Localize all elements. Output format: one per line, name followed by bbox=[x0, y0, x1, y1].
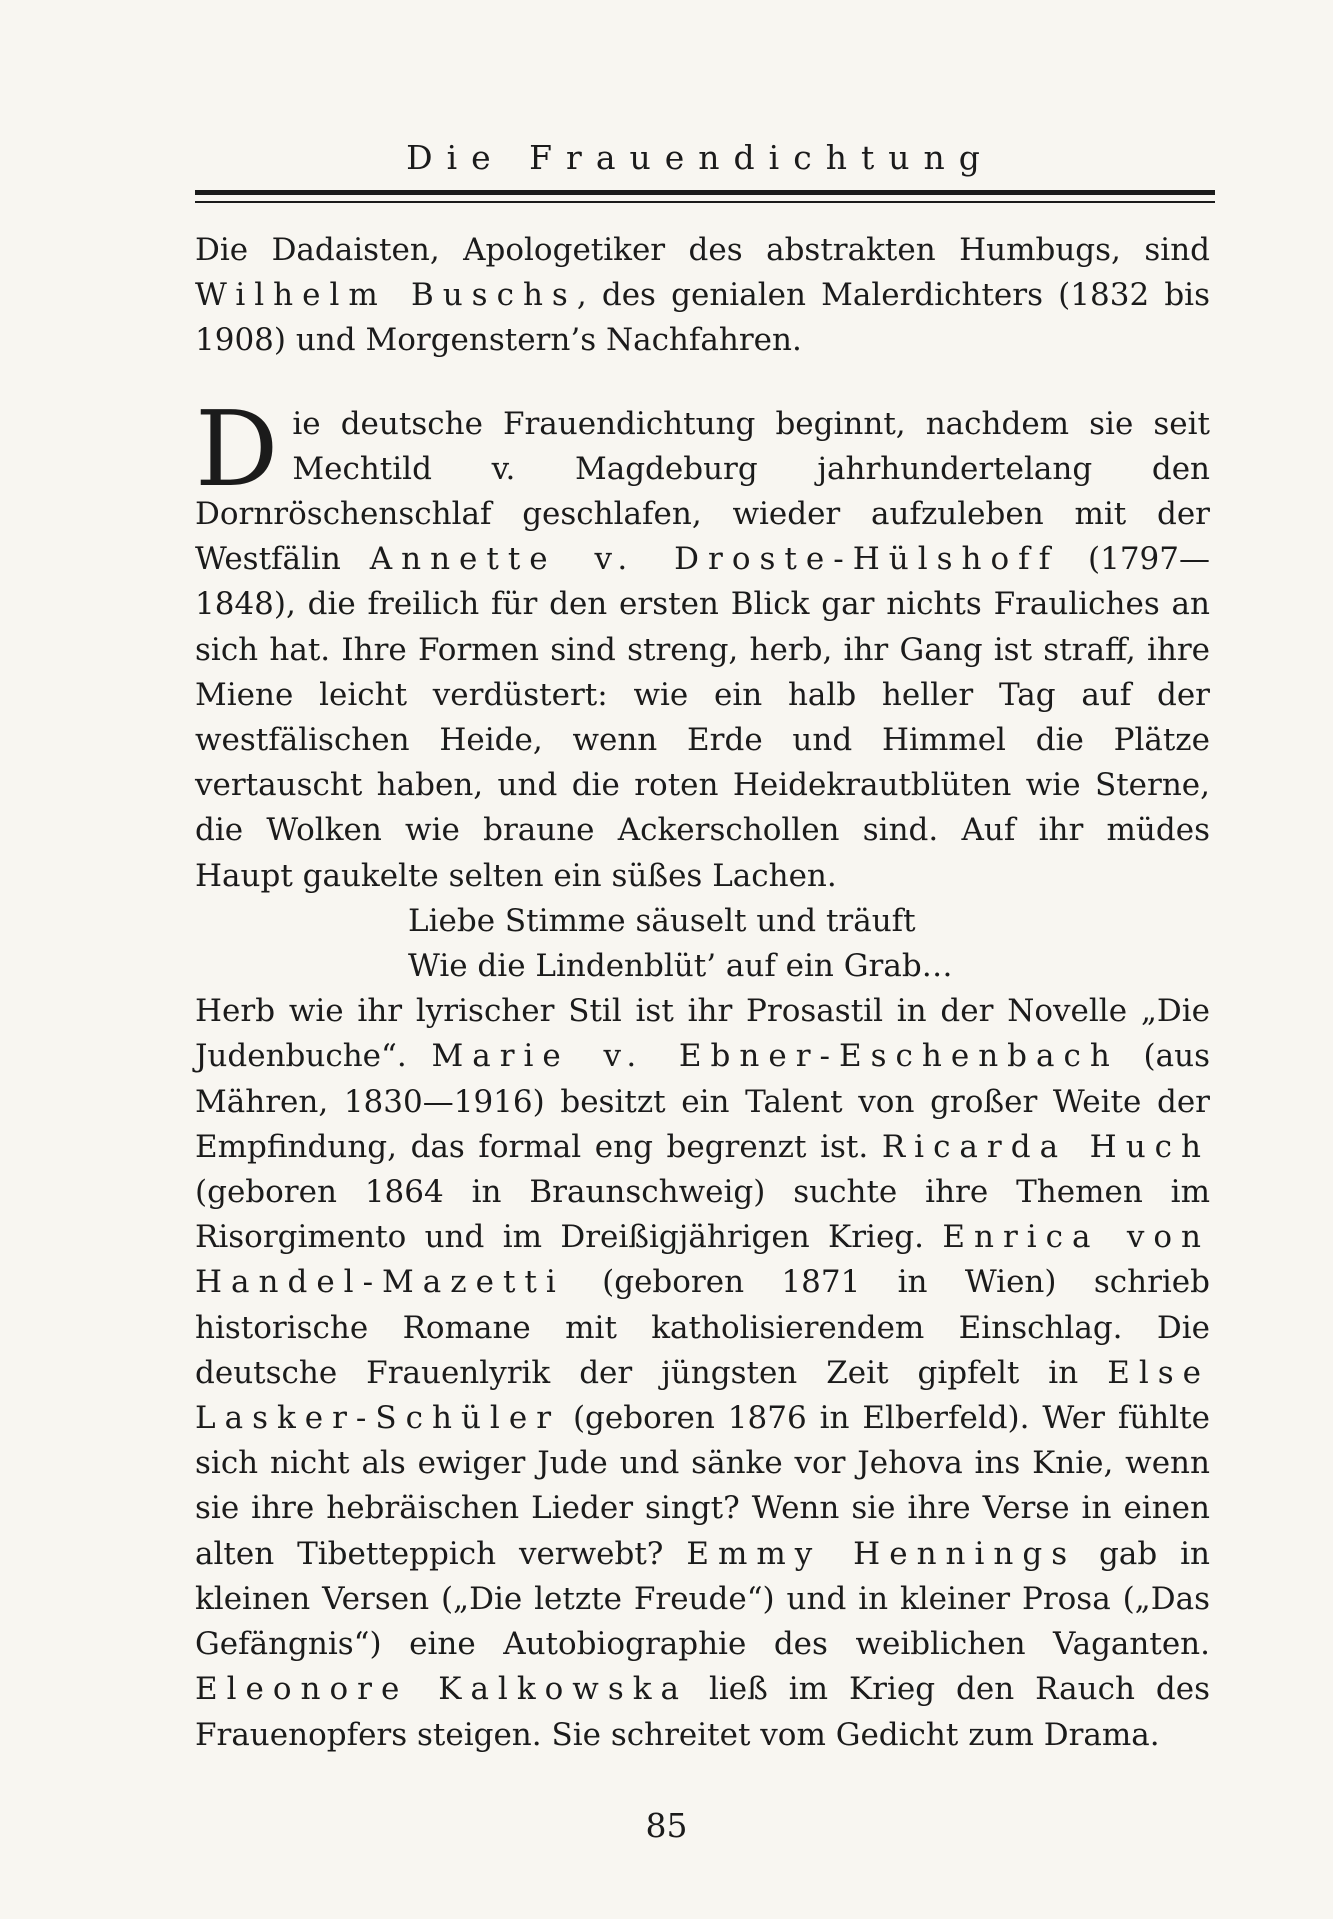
drop-cap: D bbox=[195, 387, 279, 510]
header-rule-thick bbox=[195, 190, 1215, 195]
main-text-2: (1797—1848), die freilich für den ersten Blick gar nichts Frauliches an sich hat. Ihre Formen sind streng, herb, ihr Gang ist straff, ihre Miene leicht verdüstert: wie ein halb heller Tag auf der westfälischen Heide, wenn Erde und Himmel die Plätze vertauscht haben, und die roten Heidekrautblüten wie Sterne, die Wolken wie braune Ackerschollen sind. Auf ihr müdes Haupt gaukelte selten ein süßes Lachen. bbox=[195, 541, 1210, 894]
cont-text-1: Herb wie ihr lyrischer Stil ist ihr Prosastil in der Novelle „Die Judenbuche“. bbox=[195, 993, 1210, 1075]
name-emmy-hennings: Emmy Hennings bbox=[686, 1535, 1077, 1572]
name-kalkowska: Eleonore Kalkowska bbox=[195, 1671, 688, 1708]
cont-text-5: (geboren 1876 in Elberfeld). Wer fühlte sich nicht als ewiger Jude und sänke vor Jehova ins Knie, wenn sie ihre hebräischen Lieder singt? Wenn sie ihre Verse in einen alten Tibetteppich verwebt? bbox=[195, 1400, 1210, 1572]
main-text-1: ie deutsche Frauendichtung beginnt, nachdem sie seit Mechtild v. Magdeburg jahrhundertelang den Dornröschenschlaf geschlafen, wieder aufzuleben mit der Westfälin bbox=[195, 405, 1210, 578]
intro-text-2: , des genialen Malerdichters (1832 bis 1908) und Morgenstern’s Nachfahren. bbox=[195, 277, 1211, 359]
verse-line-2: Wie die Lindenblüt’ auf ein Grab… bbox=[408, 948, 953, 985]
name-wilhelm-busch: Wilhelm Buschs bbox=[195, 277, 577, 314]
cont-text-3: (geboren 1864 in Braunschweig) suchte ihre Themen im Risorgimento und im Dreißigjährigen Krieg. bbox=[195, 1174, 1210, 1256]
header-rule-thin bbox=[195, 201, 1215, 203]
name-ricarda-huch: Ricarda Huch bbox=[881, 1128, 1210, 1165]
verse-line-1: Liebe Stimme säuselt und träuft bbox=[408, 902, 916, 939]
cont-text-4: (geboren 1871 in Wien) schrieb historische Romane mit katholisierendem Einschlag. Die deutsche Frauenlyrik der jüngsten Zeit gipfelt in bbox=[195, 1264, 1210, 1391]
body-text bbox=[195, 228, 1210, 1758]
page-number: 85 bbox=[645, 1806, 688, 1845]
name-ebner-eschenbach: Marie v. Ebner-Eschenbach bbox=[431, 1038, 1119, 1075]
running-head: Die Frauendichtung bbox=[406, 138, 994, 177]
name-lasker-schueler: Else Lasker-Schüler bbox=[195, 1354, 1210, 1437]
cont-text-2: (aus Mähren, 1830—1916) besitzt ein Talent von großer Weite der Empfindung, das formal eng begrenzt ist. bbox=[195, 1038, 1211, 1165]
name-droste-huelshoff: Annette v. Droste-Hülshoff bbox=[369, 541, 1060, 578]
intro-text-1: Die Dadaisten, Apologetiker des abstrakten Humbugs, sind bbox=[195, 232, 1210, 268]
verse-quote bbox=[408, 899, 1210, 989]
continuation-paragraph bbox=[195, 989, 1210, 1757]
intro-paragraph bbox=[195, 228, 1210, 364]
cont-text-6: gab in kleinen Versen („Die letzte Freude“) und in kleiner Prosa („Das Gefängnis“) eine Autobiographie des weiblichen Vaganten. bbox=[195, 1535, 1211, 1663]
main-paragraph bbox=[195, 387, 1210, 899]
name-handel-mazetti: Enrica von Handel-Mazetti bbox=[195, 1219, 1211, 1301]
cont-text-7: ließ im Krieg den Rauch des Frauenopfers steigen. Sie schreitet vom Gedicht zum Drama. bbox=[195, 1671, 1210, 1753]
